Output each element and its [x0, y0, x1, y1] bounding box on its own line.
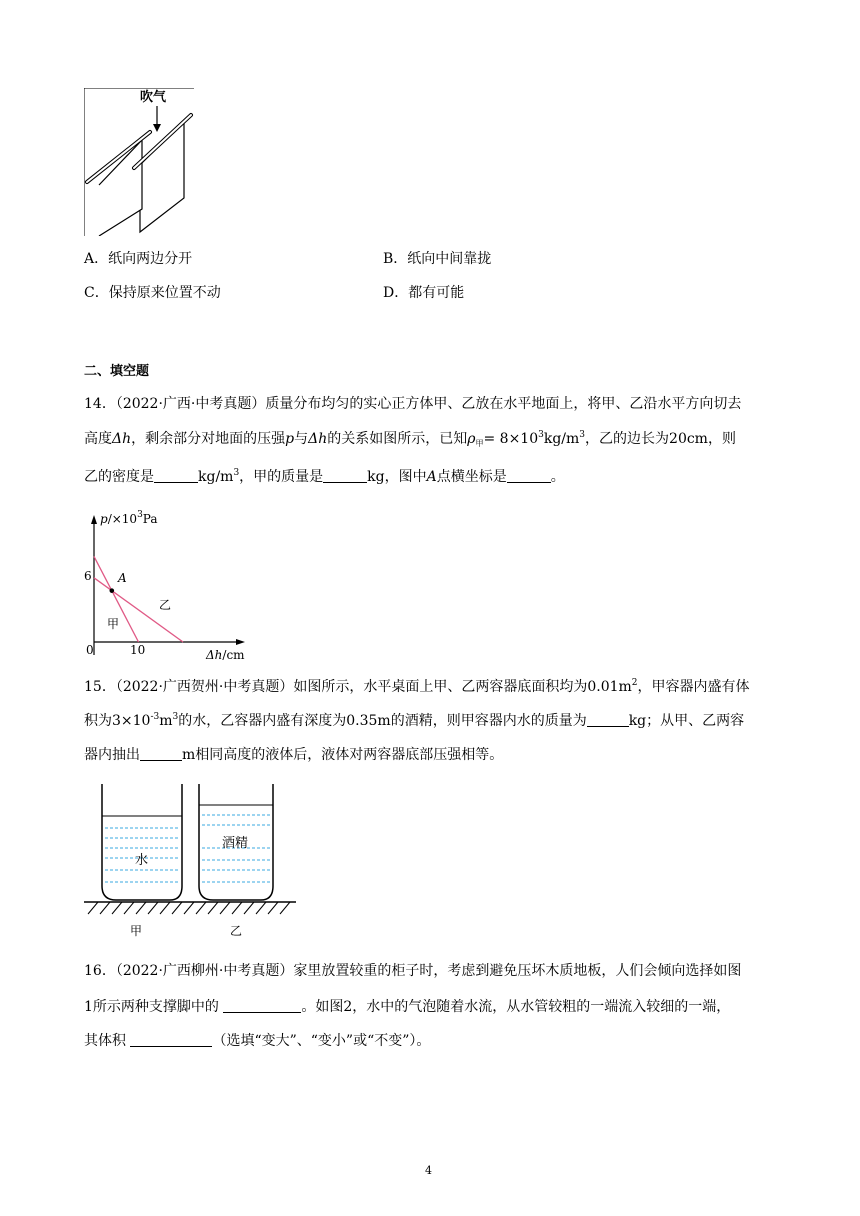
point-a-label: A — [118, 571, 127, 585]
option-c: C．保持原来位置不动 — [84, 285, 221, 301]
series-label-yi: 乙 — [159, 598, 172, 612]
answer-blank[interactable] — [154, 468, 198, 483]
q16-line1: 16．（2022·广西柳州·中考真题）家里放置较重的柜子时，考虑到避免压坏木质地板，人们会倾向选择如图 — [84, 963, 742, 979]
x-tick-10: 10 — [130, 643, 146, 657]
container-jia-label: 甲 — [130, 924, 143, 938]
point-a — [110, 588, 115, 593]
container-yi-label: 乙 — [230, 924, 243, 938]
q14-line1: 14．（2022·广西·中考真题）质量分布均匀的实心正方体甲、乙放在水平地面上，将甲、乙沿水平方向切去 — [84, 396, 742, 412]
series-label-jia: 甲 — [107, 617, 120, 631]
origin-label: 0 — [86, 643, 94, 657]
section-heading: 二、填空题 — [84, 364, 150, 379]
q16-line3: 其体积 （选填“变大”、“变小”或“不变”）。 — [84, 1033, 431, 1049]
x-axis-label: Δh/cm — [206, 648, 245, 662]
q14-line2: 高度Δh，剩余部分对地面的压强p与Δh的关系如图所示，已知$\rho_甲= 8\times 10^3kg/m^3$，乙的边长为20cm，则 — [84, 430, 736, 448]
pressure-chart — [84, 512, 254, 662]
option-d: D．都有可能 — [383, 285, 465, 301]
y-axis-label: $p/\times 10^3Pa$ — [100, 510, 158, 526]
page-number: 4 — [425, 1164, 432, 1177]
figure-containers — [84, 778, 298, 940]
blow-label: 吹气 — [140, 90, 167, 105]
answer-blank[interactable] — [140, 746, 182, 761]
q14-line3: 乙的密度是 $kg/m^3$，甲的质量是 kg，图中A点横坐标是 。 — [84, 468, 565, 485]
q15-line1: 15．（2022·广西贺州·中考真题）如图所示，水平桌面上甲、乙两容器底面积均为$0.01m^2$，甲容器内盛有体 — [84, 678, 750, 695]
answer-blank[interactable] — [507, 468, 551, 483]
density-formula: $\rho_甲= 8\times 10^3kg/m^3$ — [467, 430, 586, 448]
alcohol-label: 酒精 — [222, 836, 249, 851]
q15-line3: 器内抽出 m相同高度的液体后，液体对两容器底部压强相等。 — [84, 747, 504, 763]
water-label: 水 — [135, 853, 149, 868]
option-a: A．纸向两边分开 — [84, 251, 193, 267]
q15-line2: 积为$3\times 10^{-3}m^3$的水，乙容器内盛有深度为0.35m的酒精，则甲容器内水的质量为 kg；从甲、乙两容 — [84, 712, 745, 729]
answer-blank[interactable] — [223, 998, 301, 1013]
answer-blank[interactable] — [323, 468, 367, 483]
answer-blank[interactable] — [130, 1032, 212, 1047]
option-b: B．纸向中间靠拢 — [383, 251, 492, 267]
q16-line2: 1所示两种支撑脚中的 。如图2，水中的气泡随着水流，从水管较粗的一端流入较细的一端， — [84, 999, 731, 1015]
y-tick-6: 6 — [84, 569, 92, 583]
answer-blank[interactable] — [587, 712, 629, 727]
figure-blowing-paper — [84, 88, 194, 236]
